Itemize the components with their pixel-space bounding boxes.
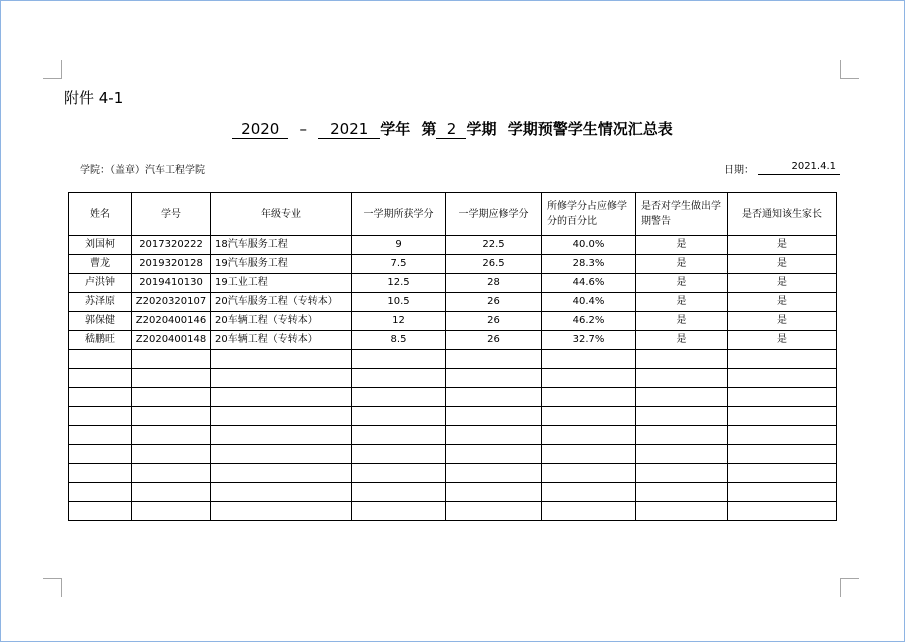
header-semester-warning: 是否对学生做出学期警告 xyxy=(636,193,728,236)
empty-cell xyxy=(728,502,837,521)
empty-cell xyxy=(446,464,542,483)
empty-cell xyxy=(542,407,636,426)
empty-cell xyxy=(728,369,837,388)
empty-table-row xyxy=(69,426,837,445)
cell-grade-major: 19工业工程 xyxy=(211,274,352,293)
empty-cell xyxy=(352,388,446,407)
cell-credits-earned: 10.5 xyxy=(352,293,446,312)
empty-cell xyxy=(542,350,636,369)
empty-cell xyxy=(132,369,211,388)
empty-cell xyxy=(446,445,542,464)
table-body xyxy=(69,236,837,521)
cell-credit-percentage: 32.7% xyxy=(542,331,636,350)
empty-cell xyxy=(352,426,446,445)
title-report-name: 学期预警学生情况汇总表 xyxy=(507,120,673,138)
table-row xyxy=(69,312,837,331)
cell-student-id: Z2020320107 xyxy=(132,293,211,312)
cell-credits-required: 26 xyxy=(446,331,542,350)
cell-grade-major: 20汽车服务工程（专转本） xyxy=(211,293,352,312)
empty-cell xyxy=(728,350,837,369)
margin-corner-bottom-right xyxy=(840,578,859,597)
empty-cell xyxy=(132,464,211,483)
empty-table-row xyxy=(69,464,837,483)
empty-cell xyxy=(728,464,837,483)
empty-cell xyxy=(132,483,211,502)
empty-table-row xyxy=(69,369,837,388)
empty-cell xyxy=(132,407,211,426)
empty-table-row xyxy=(69,445,837,464)
header-grade-major: 年级专业 xyxy=(211,193,352,236)
empty-cell xyxy=(352,445,446,464)
margin-corner-top-left xyxy=(43,60,62,79)
cell-semester-warning: 是 xyxy=(636,331,728,350)
date-value: 2021.4.1 xyxy=(758,160,840,175)
cell-student-id: 2019410130 xyxy=(132,274,211,293)
empty-cell xyxy=(132,426,211,445)
cell-parent-notified: 是 xyxy=(728,331,837,350)
header-credits-earned: 一学期所获学分 xyxy=(352,193,446,236)
header-credit-percentage: 所修学分占应修学分的百分比 xyxy=(542,193,636,236)
cell-grade-major: 20车辆工程（专转本） xyxy=(211,331,352,350)
document-title xyxy=(0,118,905,139)
empty-cell xyxy=(352,369,446,388)
cell-grade-major: 18汽车服务工程 xyxy=(211,236,352,255)
cell-parent-notified: 是 xyxy=(728,293,837,312)
empty-cell xyxy=(132,388,211,407)
margin-corner-bottom-left xyxy=(43,578,62,597)
empty-cell xyxy=(69,464,132,483)
title-semester: 学期 xyxy=(466,120,497,138)
cell-semester-warning: 是 xyxy=(636,236,728,255)
cell-credits-earned: 7.5 xyxy=(352,255,446,274)
empty-cell xyxy=(636,426,728,445)
empty-cell xyxy=(542,388,636,407)
empty-cell xyxy=(636,502,728,521)
empty-cell xyxy=(636,407,728,426)
cell-grade-major: 20车辆工程（专转本） xyxy=(211,312,352,331)
cell-student-id: 2017320222 xyxy=(132,236,211,255)
cell-credits-required: 26 xyxy=(446,312,542,331)
empty-cell xyxy=(446,426,542,445)
empty-cell xyxy=(542,445,636,464)
header-name: 姓名 xyxy=(69,193,132,236)
empty-cell xyxy=(69,426,132,445)
cell-parent-notified: 是 xyxy=(728,236,837,255)
table-row xyxy=(69,236,837,255)
empty-cell xyxy=(728,445,837,464)
empty-cell xyxy=(352,350,446,369)
empty-cell xyxy=(542,426,636,445)
cell-name: 刘国柯 xyxy=(69,236,132,255)
empty-cell xyxy=(211,407,352,426)
empty-cell xyxy=(132,502,211,521)
cell-name: 郭保健 xyxy=(69,312,132,331)
cell-grade-major: 19汽车服务工程 xyxy=(211,255,352,274)
empty-cell xyxy=(69,502,132,521)
empty-cell xyxy=(446,369,542,388)
empty-cell xyxy=(352,407,446,426)
empty-cell xyxy=(542,369,636,388)
cell-credits-earned: 12.5 xyxy=(352,274,446,293)
cell-student-id: Z2020400146 xyxy=(132,312,211,331)
table-header-row xyxy=(69,193,837,236)
empty-cell xyxy=(446,483,542,502)
empty-cell xyxy=(542,502,636,521)
cell-credits-earned: 8.5 xyxy=(352,331,446,350)
empty-cell xyxy=(728,426,837,445)
empty-cell xyxy=(69,388,132,407)
table-row xyxy=(69,255,837,274)
empty-cell xyxy=(352,483,446,502)
title-year-end: 2021 xyxy=(318,120,380,139)
empty-cell xyxy=(211,369,352,388)
header-parent-notified: 是否通知该生家长 xyxy=(728,193,837,236)
cell-credit-percentage: 44.6% xyxy=(542,274,636,293)
empty-cell xyxy=(211,426,352,445)
title-ordinal: 第 xyxy=(421,120,437,138)
cell-credit-percentage: 28.3% xyxy=(542,255,636,274)
empty-cell xyxy=(636,483,728,502)
empty-cell xyxy=(69,483,132,502)
cell-credits-earned: 9 xyxy=(352,236,446,255)
empty-cell xyxy=(636,369,728,388)
header-student-id: 学号 xyxy=(132,193,211,236)
empty-cell xyxy=(446,407,542,426)
empty-cell xyxy=(636,464,728,483)
cell-semester-warning: 是 xyxy=(636,312,728,331)
empty-cell xyxy=(636,388,728,407)
empty-cell xyxy=(636,350,728,369)
empty-table-row xyxy=(69,388,837,407)
table-row xyxy=(69,331,837,350)
empty-cell xyxy=(211,445,352,464)
empty-cell xyxy=(446,350,542,369)
empty-table-row xyxy=(69,483,837,502)
cell-name: 曹龙 xyxy=(69,255,132,274)
empty-cell xyxy=(211,350,352,369)
cell-name: 卢洪钟 xyxy=(69,274,132,293)
empty-cell xyxy=(542,464,636,483)
warning-summary-table xyxy=(68,192,837,521)
cell-name: 嵇鹏旺 xyxy=(69,331,132,350)
cell-student-id: 2019320128 xyxy=(132,255,211,274)
empty-cell xyxy=(728,388,837,407)
cell-credits-required: 28 xyxy=(446,274,542,293)
empty-cell xyxy=(132,445,211,464)
cell-semester-warning: 是 xyxy=(636,274,728,293)
margin-corner-top-right xyxy=(840,60,859,79)
empty-cell xyxy=(69,445,132,464)
title-year-start: 2020 xyxy=(232,120,288,139)
cell-parent-notified: 是 xyxy=(728,274,837,293)
empty-cell xyxy=(636,445,728,464)
cell-parent-notified: 是 xyxy=(728,312,837,331)
cell-credit-percentage: 40.0% xyxy=(542,236,636,255)
title-academic-year: 学年 xyxy=(380,120,411,138)
empty-table-row xyxy=(69,407,837,426)
empty-table-row xyxy=(69,350,837,369)
cell-credit-percentage: 46.2% xyxy=(542,312,636,331)
cell-credits-required: 26 xyxy=(446,293,542,312)
cell-name: 苏泽原 xyxy=(69,293,132,312)
empty-cell xyxy=(211,388,352,407)
empty-cell xyxy=(69,407,132,426)
attachment-label: 附件 4-1 xyxy=(64,89,124,107)
empty-cell xyxy=(352,502,446,521)
cell-parent-notified: 是 xyxy=(728,255,837,274)
empty-cell xyxy=(211,502,352,521)
empty-cell xyxy=(211,483,352,502)
empty-cell xyxy=(728,407,837,426)
empty-cell xyxy=(132,350,211,369)
cell-credit-percentage: 40.4% xyxy=(542,293,636,312)
empty-cell xyxy=(352,464,446,483)
college-label: 学院：（盖章）汽车工程学院 xyxy=(80,165,205,176)
empty-cell xyxy=(69,350,132,369)
empty-cell xyxy=(446,388,542,407)
title-dash: – xyxy=(299,120,307,138)
empty-table-row xyxy=(69,502,837,521)
title-semester-number: 2 xyxy=(436,120,466,139)
cell-semester-warning: 是 xyxy=(636,255,728,274)
cell-credits-earned: 12 xyxy=(352,312,446,331)
cell-credits-required: 26.5 xyxy=(446,255,542,274)
empty-cell xyxy=(69,369,132,388)
table-row xyxy=(69,274,837,293)
empty-cell xyxy=(728,483,837,502)
empty-cell xyxy=(542,483,636,502)
cell-semester-warning: 是 xyxy=(636,293,728,312)
table-row xyxy=(69,293,837,312)
cell-credits-required: 22.5 xyxy=(446,236,542,255)
cell-student-id: Z2020400148 xyxy=(132,331,211,350)
empty-cell xyxy=(211,464,352,483)
date-label: 日期： xyxy=(724,165,754,176)
empty-cell xyxy=(446,502,542,521)
header-credits-required: 一学期应修学分 xyxy=(446,193,542,236)
